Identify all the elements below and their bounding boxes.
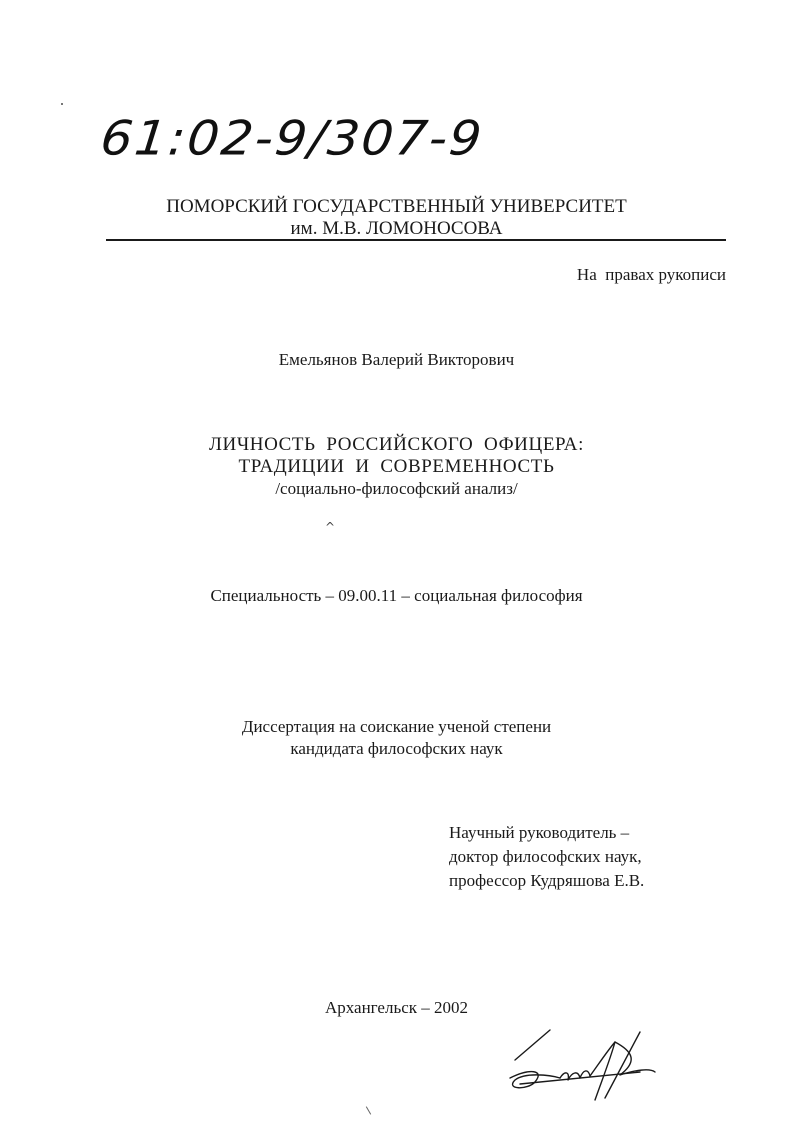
stray-mark: ^ [325, 520, 336, 534]
title-line-1: ЛИЧНОСТЬ РОССИЙСКОГО ОФИЦЕРА: [209, 434, 584, 455]
title-line-2: ТРАДИЦИИ И СОВРЕМЕННОСТЬ [238, 456, 555, 477]
title-subtitle: /социально-философский анализ/ [275, 479, 518, 498]
manuscript-rights-note: На правах рукописи [576, 265, 726, 284]
handwritten-archive-code: 61:02-9/307-9 [98, 110, 486, 167]
supervisor-block [449, 821, 644, 893]
signature [490, 1020, 690, 1110]
city-year: Архангельск – 2002 [324, 998, 469, 1017]
supervisor-line-1: Научный руководитель – [449, 823, 630, 842]
scan-speck [61, 103, 63, 105]
dissertation-line-1: Диссертация на соискание ученой степени [241, 717, 552, 736]
university-header [0, 196, 793, 240]
header-divider [106, 239, 726, 241]
supervisor-line-2: доктор философских наук, [449, 847, 642, 866]
dissertation-statement [0, 716, 793, 760]
supervisor-line-3: профессор Кудряшова Е.В. [449, 871, 645, 890]
author-name: Емельянов Валерий Викторович [278, 350, 515, 369]
specialty-line: Специальность – 09.00.11 – социальная философия [210, 586, 583, 605]
scan-speck [366, 1106, 371, 1114]
university-named-after: им. М.В. ЛОМОНОСОВА [290, 218, 503, 239]
university-name: ПОМОРСКИЙ ГОСУДАРСТВЕННЫЙ УНИВЕРСИТЕТ [166, 196, 627, 217]
dissertation-line-2: кандидата философских наук [290, 739, 503, 758]
thesis-title [0, 434, 793, 500]
